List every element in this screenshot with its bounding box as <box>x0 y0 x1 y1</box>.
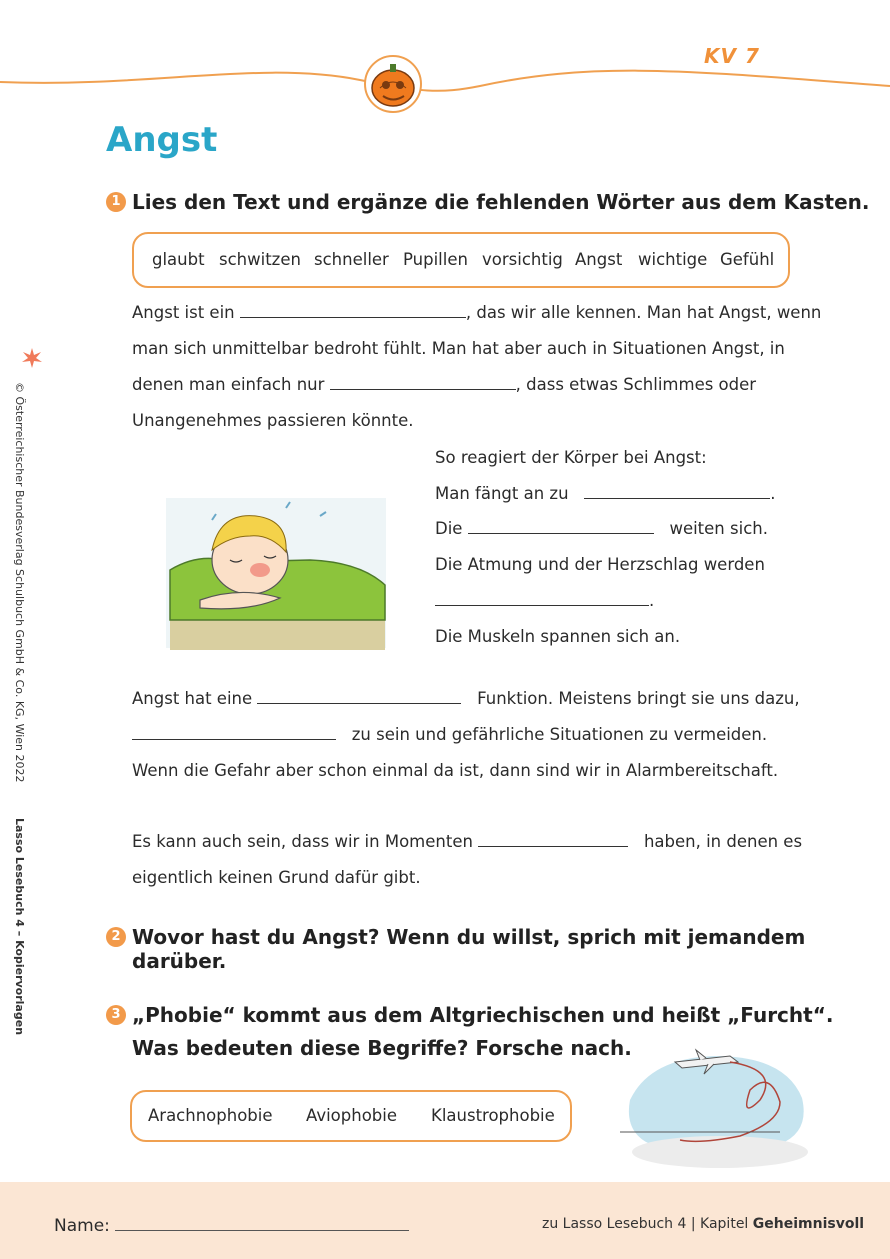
phobia-item: Klaustrophobie <box>431 1106 555 1125</box>
phobia-word-box <box>130 1090 572 1142</box>
text-line: man sich unmittelbar bedroht fühlt. Man hat aber auch in Situationen Angst, in <box>132 339 785 358</box>
answer-blank[interactable] <box>468 519 654 534</box>
phobia-item: Arachnophobie <box>148 1106 273 1125</box>
text-line: eigentlich keinen Grund dafür gibt. <box>132 868 421 887</box>
text-line: Man fängt an zu . <box>435 484 776 503</box>
frightened-boy-illustration <box>160 490 390 655</box>
footer-reference: zu Lasso Lesebuch 4 | Kapitel Geheimnisvoll <box>542 1216 865 1232</box>
word-item: wichtige <box>638 250 708 269</box>
name-label: Name: <box>54 1216 110 1236</box>
word-box <box>132 232 790 288</box>
answer-blank[interactable] <box>478 832 628 847</box>
answer-blank[interactable] <box>330 375 516 390</box>
word-item: glaubt <box>152 250 205 269</box>
book-title-vertical: Lasso Lesebuch 4 – Kopiervorlagen <box>13 818 26 1036</box>
page-title: Angst <box>106 120 218 160</box>
answer-blank[interactable] <box>240 303 466 318</box>
pumpkin-icon <box>365 56 421 112</box>
airplane-illustration <box>620 1040 810 1175</box>
text-line: Die Muskeln spannen sich an. <box>435 627 681 646</box>
answer-blank[interactable] <box>584 484 770 499</box>
text-line: Es kann auch sein, dass wir in Momenten haben, in denen es <box>132 832 803 851</box>
task-3-heading-1: „Phobie“ kommt aus dem Altgriechischen und heißt „Furcht“. <box>132 1003 834 1027</box>
task-number-1: 1 <box>106 192 126 212</box>
text-line: . <box>435 591 654 610</box>
answer-blank[interactable] <box>435 591 649 606</box>
text-line: Wenn die Gefahr aber schon einmal da ist, dann sind wir in Alarmbereitschaft. <box>132 761 779 780</box>
task-number-2: 2 <box>106 927 126 947</box>
text-line: zu sein und gefährliche Situationen zu vermeiden. <box>132 725 767 744</box>
phobia-item: Aviophobie <box>306 1106 397 1125</box>
answer-blank[interactable] <box>257 689 461 704</box>
task-3-heading-2: Was bedeuten diese Begriffe? Forsche nach. <box>132 1036 632 1060</box>
word-item: schneller <box>314 250 389 269</box>
text-line: Angst hat eine Funktion. Meistens bringt sie uns dazu, <box>132 689 800 708</box>
word-item: vorsichtig <box>482 250 563 269</box>
word-item: Angst <box>575 250 623 269</box>
word-item: schwitzen <box>219 250 301 269</box>
text-line: Die weiten sich. <box>435 519 768 538</box>
text-line: Die Atmung und der Herzschlag werden <box>435 555 765 574</box>
text-line: Angst ist ein , das wir alle kennen. Man hat Angst, wenn <box>132 303 822 322</box>
task-2-heading: Wovor hast du Angst? Wenn du willst, sprich mit jemandem darüber. <box>132 925 806 973</box>
copyright-text: © Österreichischer Bundesverlag Schulbuch GmbH & Co. KG, Wien 2022 <box>13 382 26 783</box>
task-number-3: 3 <box>106 1005 126 1025</box>
chapter-name: Geheimnisvoll <box>752 1216 865 1232</box>
obv-logo-icon <box>20 346 42 368</box>
text-line: So reagiert der Körper bei Angst: <box>435 448 707 467</box>
task-1-heading: Lies den Text und ergänze die fehlenden Wörter aus dem Kasten. <box>132 190 870 214</box>
worksheet-code: KV 7 <box>704 44 760 68</box>
word-item: Pupillen <box>403 250 468 269</box>
name-field[interactable] <box>54 1216 409 1236</box>
text-line: Unangenehmes passieren könnte. <box>132 411 414 430</box>
answer-blank[interactable] <box>132 725 336 740</box>
word-item: Gefühl <box>720 250 775 269</box>
text-line: denen man einfach nur , dass etwas Schlimmes oder <box>132 375 757 394</box>
name-blank[interactable] <box>115 1216 409 1231</box>
